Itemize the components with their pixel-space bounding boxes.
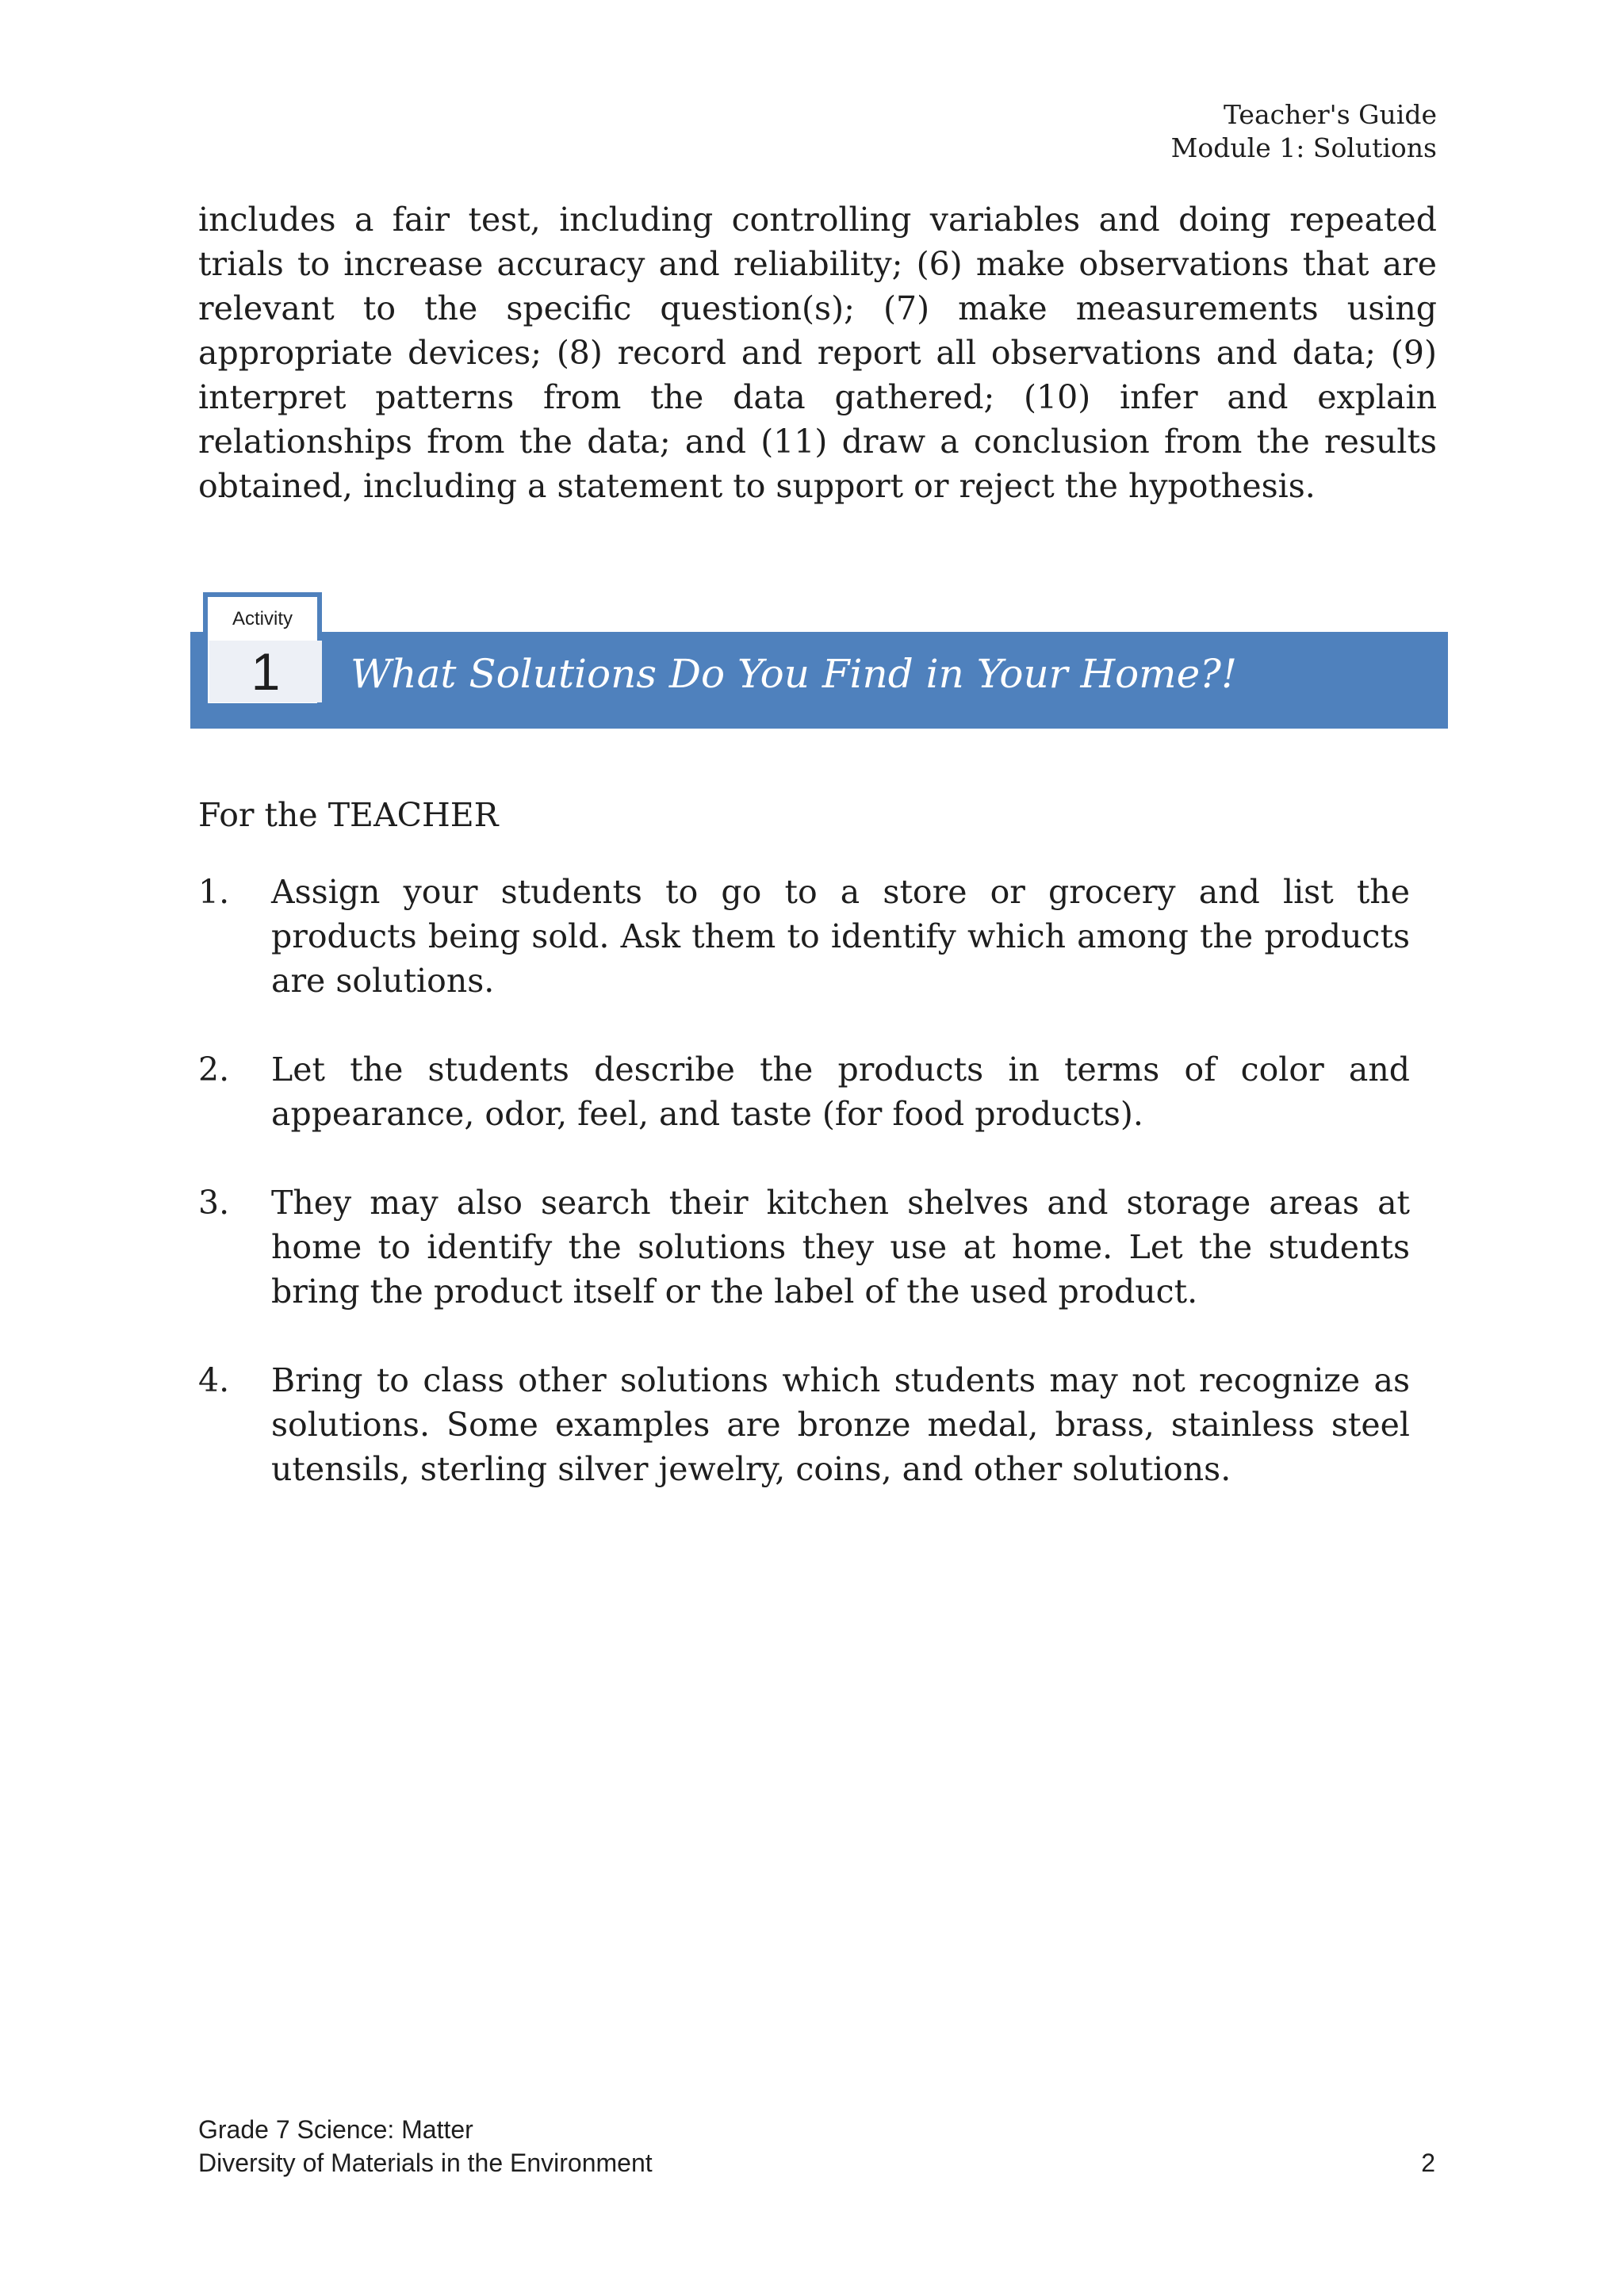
running-footer (198, 2113, 653, 2179)
list-item-number: 1. (198, 873, 230, 911)
list-item (198, 1047, 1410, 1136)
footer-course-title: Grade 7 Science: Matter (198, 2115, 473, 2144)
list-item-number: 2. (198, 1050, 230, 1089)
activity-label: Activity (232, 608, 293, 629)
header-guide-title: Teacher's Guide (1223, 99, 1437, 130)
list-item-text: Assign your students to go to a store or grocery and list the products being sold. Ask them to identify which among the products are solutions. (271, 873, 1410, 1000)
list-item (198, 870, 1410, 1003)
running-header (1171, 98, 1437, 165)
page-number: 2 (1421, 2149, 1435, 2177)
list-item-number: 3. (198, 1184, 230, 1222)
list-item-text: They may also search their kitchen shelves and storage areas at home to identify the solutions they use at home. Let the students bring the product itself or the label of the used product. (271, 1184, 1410, 1311)
list-item (198, 1181, 1410, 1314)
section-heading: For the TEACHER (198, 796, 499, 834)
list-item (198, 1358, 1410, 1491)
activity-number: 1 (251, 642, 281, 701)
teacher-instructions-list (198, 870, 1410, 1536)
intro-paragraph: includes a fair test, including controlling variables and doing repeated trials to increase accuracy and reliability; (6) make observations that are relevant to the specific question(s); (7) make measurements using appropriate devices; (8) record and report all observations and data; (9) interpret patterns from the data gathered; (10) infer and explain relationships from the data; and (11) draw a conclusion from the results obtained, including a statement to support or reject the hypothesis. (198, 201, 1437, 505)
header-module-title: Module 1: Solutions (1170, 132, 1437, 163)
footer-unit-title: Diversity of Materials in the Environment (198, 2149, 653, 2177)
list-item-text: Let the students describe the products in terms of color and appearance, odor, feel, and taste (for food products). (271, 1050, 1410, 1133)
list-item-text: Bring to class other solutions which students may not recognize as solutions. Some examples are bronze medal, brass, stainless steel utensils, sterling silver jewelry, coins, and other solutions. (271, 1361, 1410, 1488)
activity-title: What Solutions Do You Find in Your Home?! (350, 651, 1238, 697)
list-item-number: 4. (198, 1361, 230, 1399)
